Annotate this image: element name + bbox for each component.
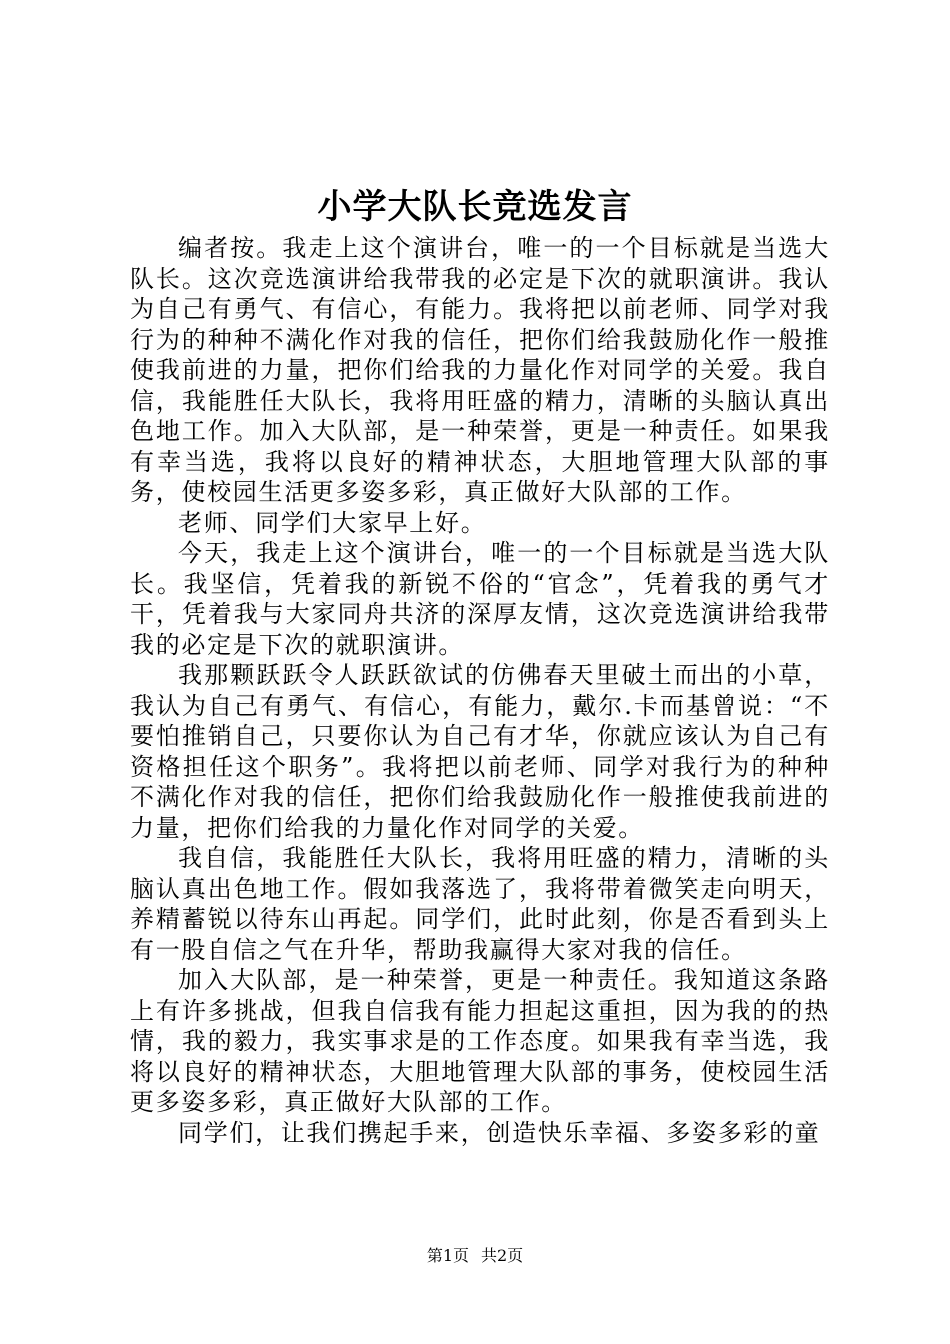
document-body [130, 233, 830, 1148]
paragraph-greeting: 老师、同学们大家早上好。 [178, 508, 487, 537]
page-footer [0, 1244, 950, 1268]
page-total: 共2页 [481, 1246, 524, 1265]
paragraph-confidence: 我那颗跃跃令人跃跃欲试的仿佛春天里破土而出的小草，我认为自己有勇气、有信心，有能力，戴尔.卡而基曾说：“不要怕推销自己，只要你认为自己有才华，你就应该认为自己有资格担任这个职务”。我将把以前老师、同学对我行为的种种不满化作对我的信任，把你们给我鼓励化作一般推使我前进的力量，把你们给我的力量化作对同学的关爱。 [130, 661, 830, 842]
document-title: 小学大队长竞选发言 [317, 187, 633, 227]
paragraph-goal: 今天，我走上这个演讲台，唯一的一个目标就是当选大队长。我坚信，凭着我的新锐不俗的“官念”，凭着我的勇气才干，凭着我与大家同舟共济的深厚友情，这次竞选演讲给我带我的必定是下次的就职演讲。 [130, 539, 830, 659]
page-number: 第1页 [426, 1246, 469, 1265]
paragraph-self-belief: 我自信，我能胜任大队长，我将用旺盛的精力，清晰的头脑认真出色地工作。假如我落选了，我将带着微笑走向明天，养精蓄锐以待东山再起。同学们，此时此刻，你是否看到头上有一股自信之气在升华，帮助我赢得大家对我的信任。 [130, 844, 830, 964]
paragraph-responsibility: 加入大队部，是一种荣誉，更是一种责任。我知道这条路上有许多挑战，但我自信我有能力担起这重担，因为我的的热情，我的毅力，我实事求是的工作态度。如果我有幸当选，我将以良好的精神状态，大胆地管理大队部的事务，使校园生活更多姿多彩，真正做好大队部的工作。 [130, 966, 830, 1116]
paragraph-editor-note: 编者按。我走上这个演讲台，唯一的一个目标就是当选大队长。这次竞选演讲给我带我的必定是下次的就职演讲。我认为自己有勇气、有信心，有能力。我将把以前老师、同学对我行为的种种不满化作对我的信任，把你们给我鼓励化作一般推使我前进的力量，把你们给我的力量化作对同学的关爱。我自信，我能胜任大队长，我将用旺盛的精力，清晰的头脑认真出色地工作。加入大队部，是一种荣誉，更是一种责任。如果我有幸当选，我将以良好的精神状态，大胆地管理大队部的事务，使校园生活更多姿多彩，真正做好大队部的工作。 [130, 234, 830, 506]
paragraph-closing: 同学们，让我们携起手来，创造快乐幸福、多姿多彩的童 [178, 1118, 821, 1147]
